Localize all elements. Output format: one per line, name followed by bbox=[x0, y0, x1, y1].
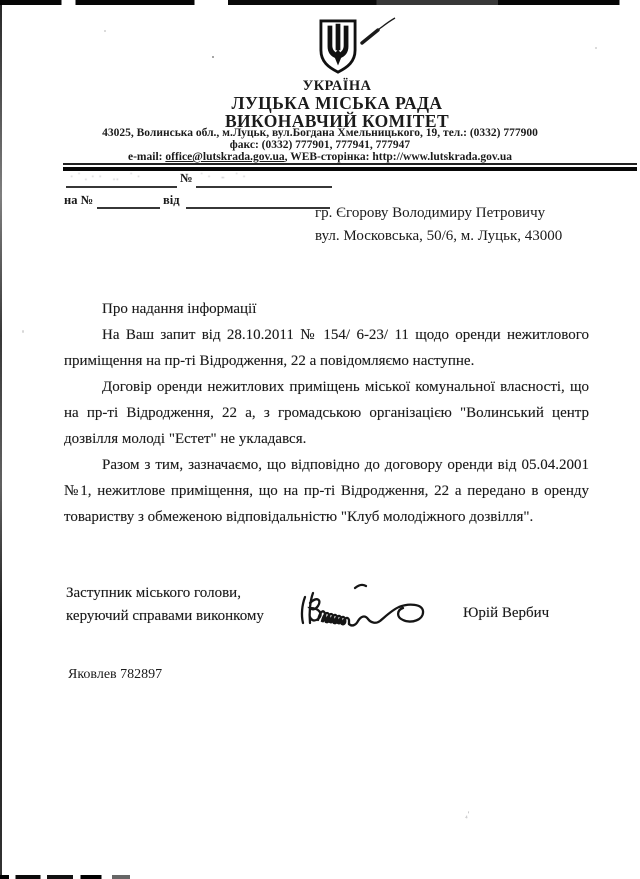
handwritten-signature bbox=[293, 580, 433, 634]
letterhead-fax: факс: (0332) 777901, 777941, 777947 bbox=[229, 139, 411, 151]
executor-reference: Яковлев 782897 bbox=[68, 667, 163, 682]
pen-mark-artifact bbox=[356, 15, 398, 47]
signer-position-line1: Заступник міського голови, bbox=[66, 585, 241, 601]
email-address: office@lutskrada.gov.ua bbox=[165, 151, 285, 163]
letterhead-council-name: ЛУЦЬКА МІСЬКА РАДА bbox=[231, 93, 443, 113]
outgoing-number-label: № bbox=[180, 171, 193, 185]
web-label: , WEB-сторінка: bbox=[284, 151, 373, 163]
incoming-date-label: від bbox=[163, 193, 180, 207]
scan-speck bbox=[104, 30, 106, 32]
website-url: http://www.lutskrada.gov.ua bbox=[372, 151, 512, 163]
body-paragraph: Разом з тим, зазначаємо, що відповідно до договору оренди від 05.04.2001 №1, нежитлове приміщення, що на пр-ті Відродження, 22 а передано в оренду товариству з обмеженою відповідальністю "Клуб молодіжного дозвілля". bbox=[64, 457, 589, 525]
outgoing-date-underline bbox=[66, 186, 177, 188]
body-paragraph: На Ваш запит від 28.10.2011 № 154/ 6-23/ 11 щодо оренди нежитлового приміщення на пр-ті Відродження, 22 а повідомляємо наступне. bbox=[64, 327, 589, 369]
scan-smudge: ₄′ bbox=[465, 810, 470, 819]
incoming-date-underline bbox=[186, 207, 330, 209]
letterhead-country: УКРАЇНА bbox=[302, 78, 372, 94]
body-paragraph: Договір оренди нежитлових приміщень міської комунальної власності, що на пр-ті Відродження, 22 а, з громадською організацією "Волинський центр дозвілля молоді "Естет" не укладався. bbox=[64, 379, 589, 447]
scan-speck bbox=[595, 47, 597, 49]
letterhead-divider-thick bbox=[63, 167, 637, 171]
letterhead-email-web bbox=[20, 151, 620, 163]
scan-bottom-edge-artifact bbox=[0, 875, 130, 879]
scan-top-edge-artifact bbox=[0, 0, 640, 5]
outgoing-number-underline bbox=[196, 186, 332, 188]
outgoing-date-stamp-faint: ·˙.·· ‥ ˙· bbox=[70, 172, 145, 183]
scan-speck bbox=[22, 330, 24, 333]
ukraine-trident-icon bbox=[317, 19, 359, 74]
signer-position-line2: керуючий справами виконкому bbox=[66, 608, 264, 624]
letterhead-committee-name: ВИКОНАВЧИЙ КОМІТЕТ bbox=[224, 111, 450, 131]
letterhead-divider-thin bbox=[63, 163, 637, 165]
letter-subject: Про надання інформації bbox=[102, 301, 257, 317]
scan-speck bbox=[212, 56, 214, 58]
signer-name: Юрій Вербич bbox=[463, 605, 550, 621]
scan-left-edge-artifact bbox=[0, 3, 2, 879]
outgoing-number-stamp-faint: ˙· ‐ ˙· bbox=[200, 172, 250, 183]
recipient-address: вул. Московська, 50/6, м. Луцьк, 43000 bbox=[315, 228, 563, 244]
recipient-name: гр. Єгорову Володимиру Петровичу bbox=[315, 205, 546, 221]
letter-body bbox=[64, 296, 589, 530]
email-label: e-mail: bbox=[128, 151, 166, 163]
incoming-number-label: на № bbox=[64, 193, 94, 207]
letterhead-address: 43025, Волинська обл., м.Луцьк, вул.Богдана Хмельницького, 19, тел.: (0332) 777900 bbox=[102, 127, 538, 139]
incoming-number-underline bbox=[97, 207, 160, 209]
